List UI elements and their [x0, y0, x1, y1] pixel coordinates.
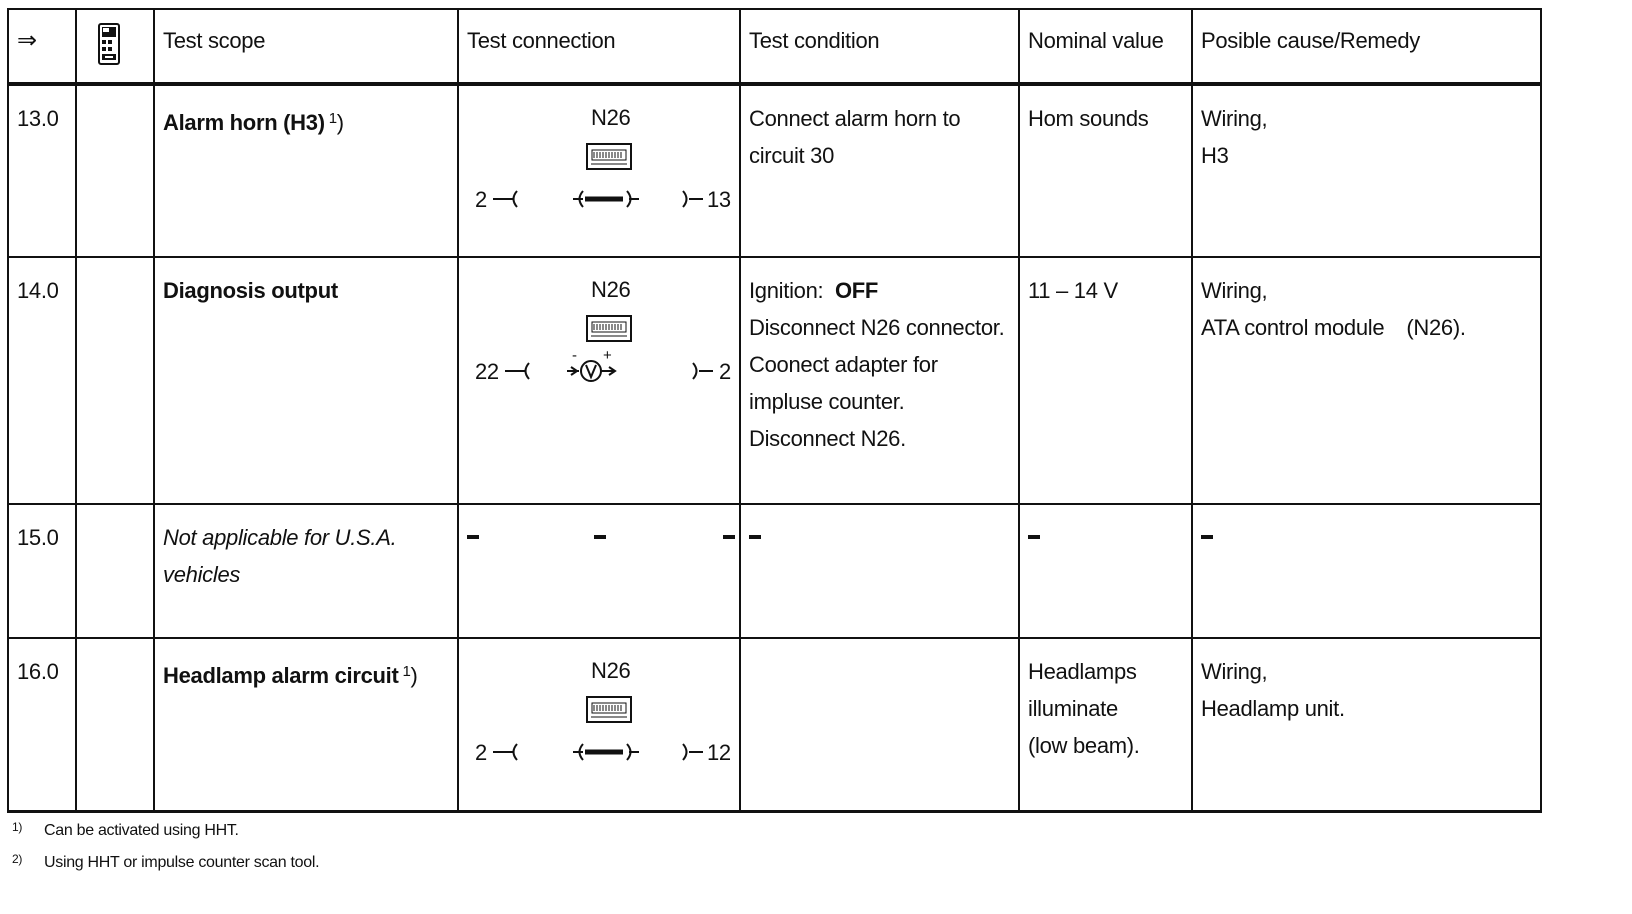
nominal-line: Headlamps — [1028, 659, 1137, 684]
nominal-line: (low beam). — [1028, 733, 1140, 758]
arrow-icon: ⇒ — [17, 27, 37, 54]
test-condition-cell — [741, 86, 1020, 256]
nominal-line: illuminate — [1028, 696, 1118, 721]
cause-line: Wiring, — [1201, 659, 1268, 684]
table-header — [7, 10, 1542, 86]
test-scope-text: Headlamp alarm circuit — [163, 663, 399, 688]
test-scope-cell — [155, 505, 459, 637]
test-connection-cell — [459, 86, 741, 256]
dash — [1028, 535, 1040, 539]
ignition-value: OFF — [834, 278, 879, 303]
nominal-value-cell — [1020, 639, 1193, 810]
table-row — [7, 505, 1542, 639]
cause-line: Wiring, — [1201, 278, 1268, 303]
nominal-line: Hom sounds — [1028, 106, 1149, 131]
header-nominal-value: Nominal value — [1020, 10, 1193, 82]
dash — [594, 535, 606, 539]
ignition-label: Ignition: — [749, 278, 824, 303]
module-label: N26 — [591, 277, 631, 302]
connection-diagram — [467, 100, 731, 256]
table-row — [7, 258, 1542, 505]
module-label: N26 — [591, 105, 631, 130]
table-row — [7, 639, 1542, 810]
left-pin: 2 — [475, 740, 487, 765]
dash — [749, 535, 761, 539]
voltmeter-plus: + — [603, 347, 612, 364]
test-scope-text: Alarm horn (H3) — [163, 110, 325, 135]
tester-cell — [77, 639, 155, 810]
test-scope-cell — [155, 639, 459, 810]
dash — [723, 535, 735, 539]
step-number: 13.0 — [7, 86, 77, 256]
test-condition-cell — [741, 258, 1020, 503]
module-label: N26 — [591, 658, 631, 683]
voltmeter-minus: - — [572, 347, 577, 364]
header-arrow — [7, 10, 77, 82]
footnote-mark: 1) — [12, 820, 23, 834]
dash — [1201, 535, 1213, 539]
header-test-connection: Test connection — [459, 10, 741, 82]
footnote-text: Can be activated using HHT. — [44, 822, 239, 839]
footnote-ref: 1 — [402, 663, 411, 680]
condition-line: Disconnect N26. — [749, 426, 906, 451]
cause-line: H3 — [1201, 143, 1229, 168]
test-scope-text: Diagnosis output — [163, 278, 338, 303]
tester-cell — [77, 258, 155, 503]
possible-cause-cell — [1193, 86, 1542, 256]
left-pin: 2 — [475, 187, 487, 212]
possible-cause-cell — [1193, 258, 1542, 503]
nominal-value-cell — [1020, 86, 1193, 256]
nominal-value-cell — [1020, 505, 1193, 637]
footnote-text: Using HHT or impulse counter scan tool. — [44, 854, 320, 871]
nominal-value-cell — [1020, 258, 1193, 503]
footnote-mark: 2) — [12, 852, 23, 866]
header-possible-cause: Posible cause/Remedy — [1193, 10, 1542, 82]
table-row — [7, 86, 1542, 258]
tester-icon — [97, 22, 121, 66]
header-tester — [77, 10, 155, 82]
condition-line: Coonect adapter for — [749, 352, 938, 377]
header-test-condition: Test condition — [741, 10, 1020, 82]
test-condition-cell — [741, 505, 1020, 637]
possible-cause-cell — [1193, 639, 1542, 810]
left-pin: 22 — [475, 359, 499, 384]
footnote-ref: 1 — [328, 110, 337, 127]
connection-diagram — [467, 653, 731, 810]
tester-cell — [77, 86, 155, 256]
test-connection-cell — [459, 258, 741, 503]
tester-cell — [77, 505, 155, 637]
test-scope-cell — [155, 86, 459, 256]
footnote-paren: ) — [336, 110, 344, 135]
step-number: 16.0 — [7, 639, 77, 810]
dash — [467, 535, 479, 539]
jumper-cable-icon — [467, 653, 741, 803]
test-connection-cell — [459, 639, 741, 810]
condition-line: impluse counter. — [749, 389, 905, 414]
cause-line: Headlamp unit. — [1201, 696, 1345, 721]
test-scope-text: Not applicable for U.S.A. — [163, 525, 397, 550]
nominal-line: 11 – 14 V — [1028, 278, 1118, 303]
possible-cause-cell — [1193, 505, 1542, 637]
cause-line — [1201, 309, 1532, 346]
test-condition-cell — [741, 639, 1020, 810]
step-number: 14.0 — [7, 258, 77, 503]
cause-module: ATA control module — [1201, 315, 1385, 340]
header-test-scope: Test scope — [155, 10, 459, 82]
condition-ignition — [749, 272, 1010, 309]
cause-module-code: (N26). — [1406, 315, 1466, 340]
test-scope-cell — [155, 258, 459, 503]
right-pin: 13 — [707, 187, 731, 212]
diagnostic-table — [7, 8, 1542, 813]
jumper-cable-icon — [467, 100, 741, 250]
test-scope-text: vehicles — [163, 562, 241, 587]
footnote-paren: ) — [410, 663, 418, 688]
condition-line: Connect alarm horn to — [749, 106, 961, 131]
right-pin: 2 — [719, 359, 731, 384]
cause-line: Wiring, — [1201, 106, 1268, 131]
condition-line: circuit 30 — [749, 143, 835, 168]
right-pin: 12 — [707, 740, 731, 765]
connection-diagram — [467, 272, 731, 503]
condition-line: Disconnect N26 connector. — [749, 315, 1005, 340]
footnote — [12, 820, 239, 840]
step-number: 15.0 — [7, 505, 77, 637]
footnote — [12, 852, 319, 872]
test-connection-cell — [459, 505, 741, 637]
